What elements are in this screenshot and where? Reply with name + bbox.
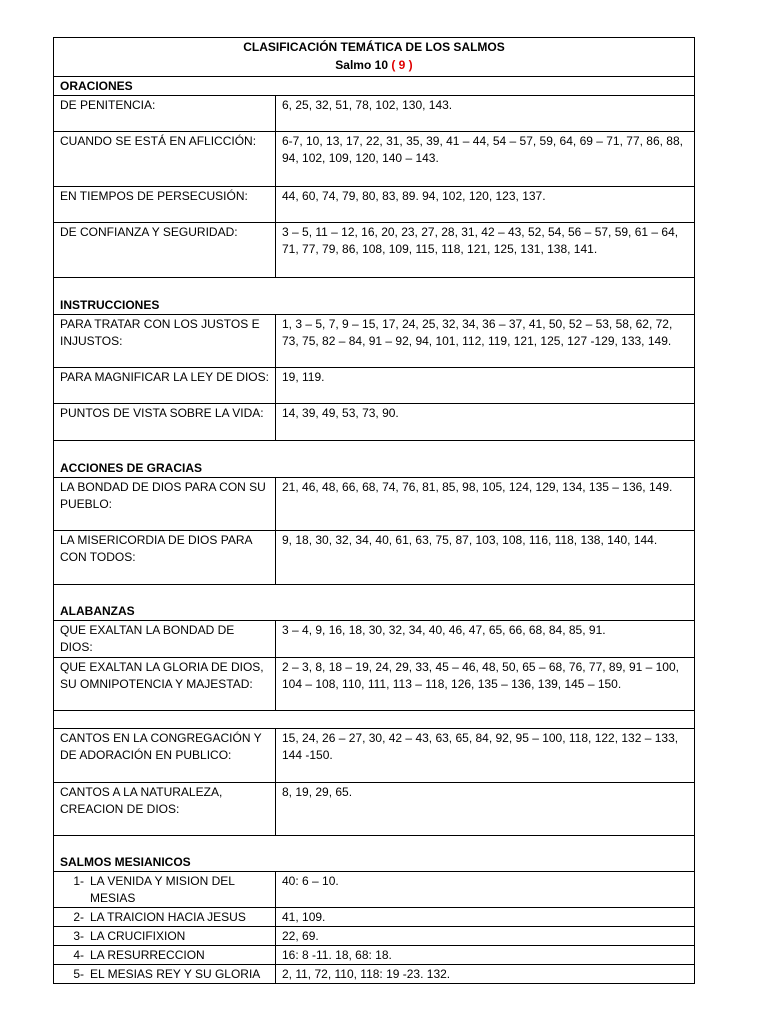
row-value: 1, 3 – 5, 7, 9 – 15, 17, 24, 25, 32, 34, 36 – 37, 41, 50, 52 – 53, 58, 62, 72, 73, 75, 82 – 84, 91 – 92, 94, 101, 112, 119, 121, 125, 127 -129, 133, 149. bbox=[276, 315, 695, 368]
document-subtitle: Salmo 10 ( 9 ) bbox=[335, 58, 413, 72]
table-row bbox=[54, 368, 695, 404]
row-label: PUNTOS DE VISTA SOBRE LA VIDA: bbox=[54, 404, 276, 441]
table-row bbox=[54, 404, 695, 441]
section-heading-oraciones: ORACIONES bbox=[54, 77, 695, 96]
subtitle-red-number: ( 9 ) bbox=[391, 58, 413, 72]
blank-row bbox=[54, 711, 695, 729]
row-label: LA MISERICORDIA DE DIOS PARA CON TODOS: bbox=[54, 531, 276, 585]
numbered-item bbox=[60, 966, 269, 983]
item-number: 5- bbox=[73, 967, 84, 981]
row-label: DE PENITENCIA: bbox=[54, 96, 276, 132]
table-row bbox=[54, 132, 695, 187]
row-value: 2, 11, 72, 110, 118: 19 -23. 132. bbox=[276, 965, 695, 984]
row-label: CANTOS EN LA CONGREGACIÓN Y DE ADORACIÓN EN PUBLICO: bbox=[54, 729, 276, 783]
item-number: 3- bbox=[73, 929, 84, 943]
title-row bbox=[54, 38, 695, 77]
table-row bbox=[54, 531, 695, 585]
row-value: 9, 18, 30, 32, 34, 40, 61, 63, 75, 87, 103, 108, 116, 118, 138, 140, 144. bbox=[276, 531, 695, 585]
table-row bbox=[54, 315, 695, 368]
row-value: 16: 8 -11. 18, 68: 18. bbox=[276, 946, 695, 965]
row-label: LA VENIDA Y MISION DEL MESIAS bbox=[90, 874, 235, 905]
row-label: LA BONDAD DE DIOS PARA CON SU PUEBLO: bbox=[54, 478, 276, 531]
numbered-item bbox=[60, 909, 269, 926]
row-value: 2 – 3, 8, 18 – 19, 24, 29, 33, 45 – 46, 48, 50, 65 – 68, 76, 77, 89, 91 – 100, 104 – 108, 110, 111, 113 – 118, 126, 135 – 136, 139, 145 – 150. bbox=[276, 658, 695, 711]
row-value: 21, 46, 48, 66, 68, 74, 76, 81, 85, 98, 105, 124, 129, 134, 135 – 136, 149. bbox=[276, 478, 695, 531]
row-label: EN TIEMPOS DE PERSECUSIÓN: bbox=[54, 187, 276, 223]
row-label: LA TRAICION HACIA JESUS bbox=[90, 910, 246, 924]
row-label: QUE EXALTAN LA GLORIA DE DIOS, SU OMNIPOTENCIA Y MAJESTAD: bbox=[54, 658, 276, 711]
item-number: 4- bbox=[73, 948, 84, 962]
row-label: LA CRUCIFIXION bbox=[90, 929, 186, 943]
table-row bbox=[54, 729, 695, 783]
row-value: 41, 109. bbox=[276, 908, 695, 927]
row-label: DE CONFIANZA Y SEGURIDAD: bbox=[54, 223, 276, 278]
row-label: EL MESIAS REY Y SU GLORIA bbox=[90, 967, 261, 981]
row-label: LA RESURRECCION bbox=[90, 948, 205, 962]
row-value: 22, 69. bbox=[276, 927, 695, 946]
item-number: 1- bbox=[73, 874, 84, 888]
document-title: CLASIFICACIÓN TEMÁTICA DE LOS SALMOS bbox=[243, 40, 505, 54]
section-heading-alabanzas: ALABANZAS bbox=[54, 585, 695, 621]
table-row bbox=[54, 872, 695, 908]
table-row bbox=[54, 965, 695, 984]
table-row bbox=[54, 621, 695, 658]
row-value: 40: 6 – 10. bbox=[276, 872, 695, 908]
table-row bbox=[54, 783, 695, 836]
table-row bbox=[54, 658, 695, 711]
section-heading-mesianicos: SALMOS MESIANICOS bbox=[54, 836, 695, 872]
classification-table bbox=[53, 37, 695, 984]
row-value: 44, 60, 74, 79, 80, 83, 89. 94, 102, 120, 123, 137. bbox=[276, 187, 695, 223]
table-row bbox=[54, 187, 695, 223]
row-label: CUANDO SE ESTÁ EN AFLICCIÓN: bbox=[54, 132, 276, 187]
table-row bbox=[54, 908, 695, 927]
table-row bbox=[54, 96, 695, 132]
item-number: 2- bbox=[73, 910, 84, 924]
section-heading-instrucciones: INSTRUCCIONES bbox=[54, 278, 695, 315]
psalms-classification-document bbox=[53, 37, 694, 984]
numbered-item bbox=[60, 947, 269, 964]
row-value: 3 – 5, 11 – 12, 16, 20, 23, 27, 28, 31, 42 – 43, 52, 54, 56 – 57, 59, 61 – 64, 71, 77, 79, 86, 108, 109, 115, 118, 121, 125, 131, 138, 141. bbox=[276, 223, 695, 278]
row-value: 6-7, 10, 13, 17, 22, 31, 35, 39, 41 – 44, 54 – 57, 59, 64, 69 – 71, 77, 86, 88, 94, 102, 109, 120, 140 – 143. bbox=[276, 132, 695, 187]
row-value: 8, 19, 29, 65. bbox=[276, 783, 695, 836]
row-value: 19, 119. bbox=[276, 368, 695, 404]
table-row bbox=[54, 946, 695, 965]
numbered-item bbox=[60, 873, 269, 907]
table-row bbox=[54, 478, 695, 531]
row-value: 6, 25, 32, 51, 78, 102, 130, 143. bbox=[276, 96, 695, 132]
row-label: PARA TRATAR CON LOS JUSTOS E INJUSTOS: bbox=[54, 315, 276, 368]
row-value: 14, 39, 49, 53, 73, 90. bbox=[276, 404, 695, 441]
numbered-item bbox=[60, 928, 269, 945]
section-heading-gracias: ACCIONES DE GRACIAS bbox=[54, 441, 695, 478]
row-label: PARA MAGNIFICAR LA LEY DE DIOS: bbox=[54, 368, 276, 404]
row-value: 3 – 4, 9, 16, 18, 30, 32, 34, 40, 46, 47, 65, 66, 68, 84, 85, 91. bbox=[276, 621, 695, 658]
row-value: 15, 24, 26 – 27, 30, 42 – 43, 63, 65, 84, 92, 95 – 100, 118, 122, 132 – 133, 144 -150. bbox=[276, 729, 695, 783]
row-label: CANTOS A LA NATURALEZA, CREACION DE DIOS: bbox=[54, 783, 276, 836]
table-row bbox=[54, 223, 695, 278]
table-row bbox=[54, 927, 695, 946]
row-label: QUE EXALTAN LA BONDAD DE DIOS: bbox=[54, 621, 276, 658]
